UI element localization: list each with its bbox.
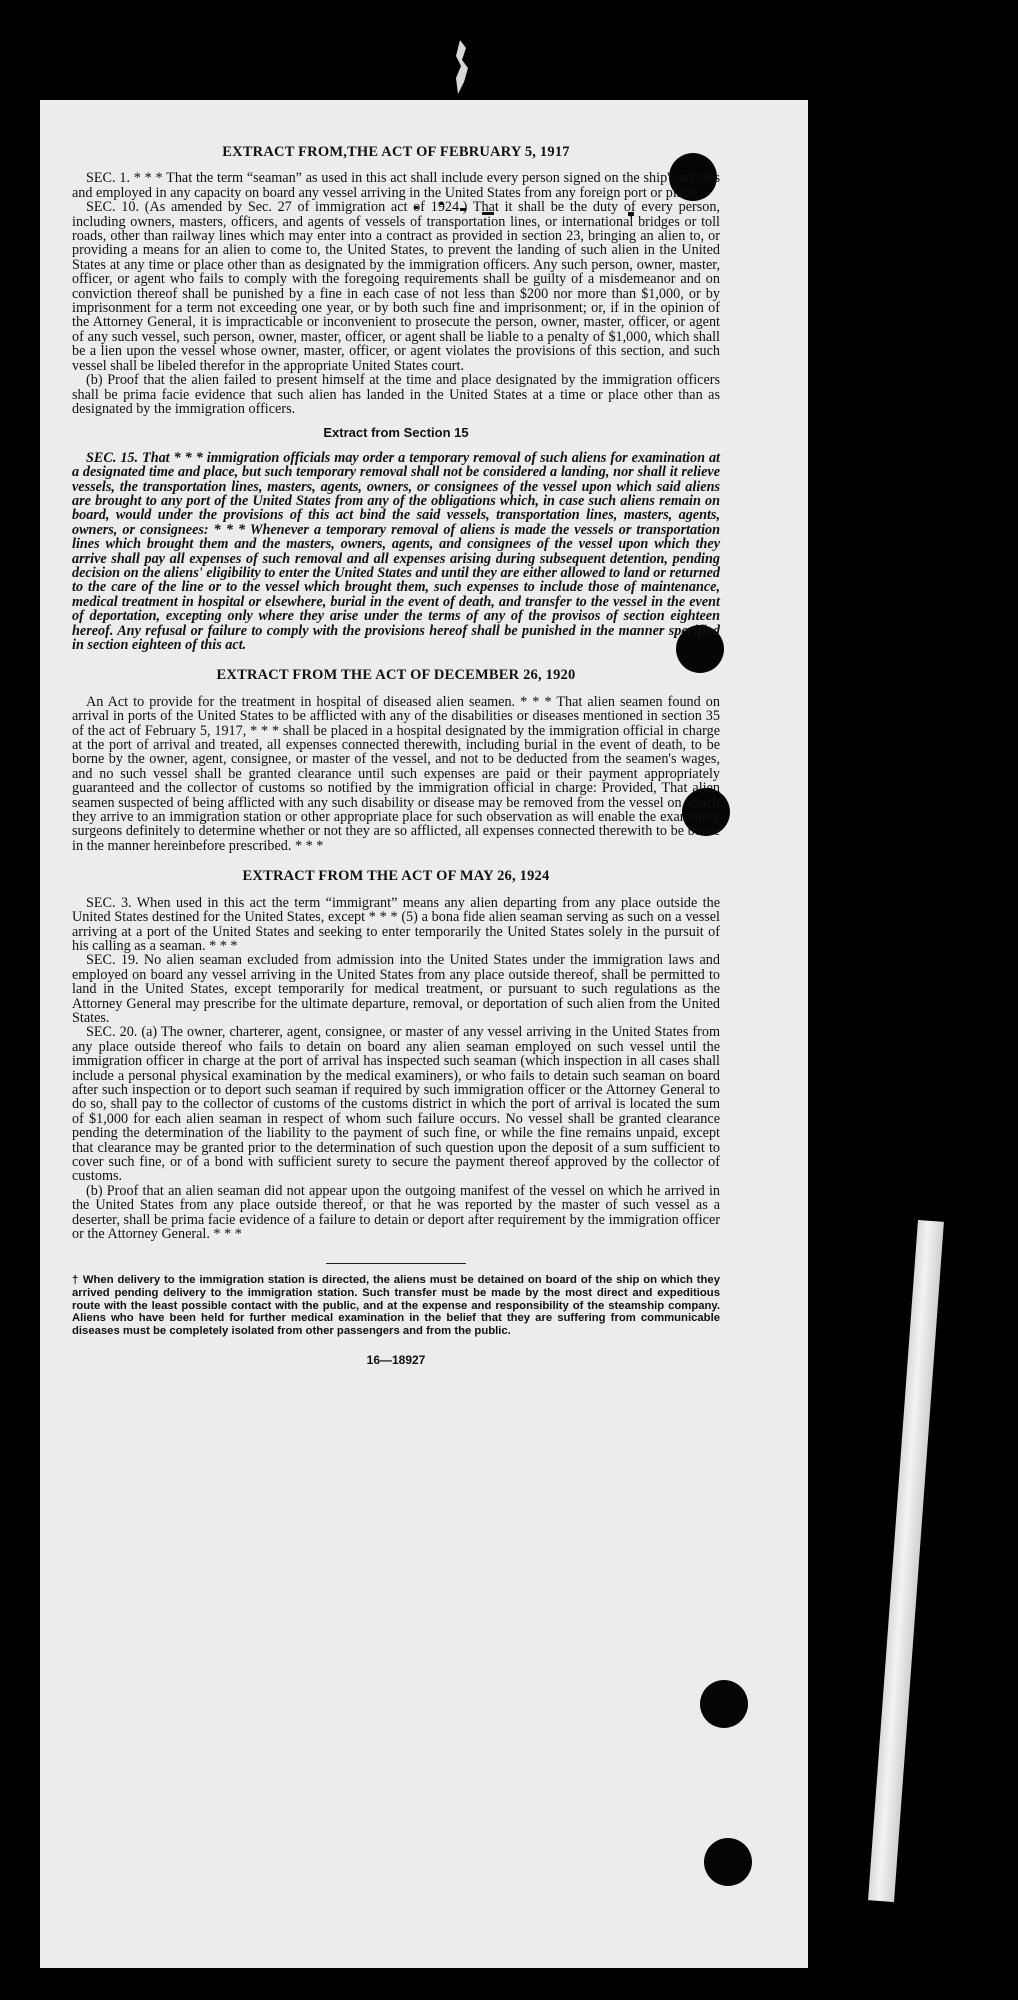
paragraph: SEC. 1. * * * That the term “seaman” as used in this act shall include every person signed on the ship's articles and employed in any capacity on board any vessel arriving in the United States from any foreign port or place. xyxy=(72,170,720,201)
form-number: 16—18927 xyxy=(366,1353,426,1368)
paper-edge-strip xyxy=(868,1220,944,1902)
footnote: † When delivery to the immigration station is directed, the aliens must be detained on board of the ship on which they arrived pending delivery to the immigration station. Such transfer must be made by the most direct and expeditious route with the least possible contact with the public, and at the expense and responsibility of the steamship company. Aliens who have been held for further medical examination in the belief that they are suffering from communicable diseases must be completely isolated from other passengers and from the public. xyxy=(72,1274,720,1337)
section-body xyxy=(72,451,720,653)
paragraph: SEC. 10. (As amended by Sec. 27 of immigration act of 1924.) That it shall be the duty of every person, including owners, masters, officers, and agents of vessels of transportation lines, or international bridges or toll roads, other than railway lines which may enter into a contract as provided in section 23, bringing an alien to, or providing a means for an alien to come to, the United States, to prevent the landing of such alien in the United States at any time or place other than as designated by the immigration officers. Any such person, owner, master, officer, or agent who fails to comply with the foregoing requirements shall be guilty of a misdemeanor and on conviction thereof shall be punished by a fine in each case of not less than $200 nor more than $1,000, or by imprisonment for a term not exceeding one year, or by both such fine and imprisonment; or, if in the opinion of the Attorney General, it is impracticable or inconvenient to prosecute the person, owner, master, officer, or agent of any such vessel, such person, owner, master, officer, or agent shall be liable to a penalty of $1,000, which shall be a lien upon the vessel whose owner, master, officer, or agent violates the provisions of this section, and such vessel shall be libeled therefor in the appropriate United States court. xyxy=(72,199,720,374)
paragraph: SEC. 3. When used in this act the term “immigrant” means any alien departing from any place outside the United States destined for the United States, except * * * (5) a bona fide alien seaman serving as such on a vessel arriving at a port of the United States and seeking to enter temporarily the United States solely in the pursuit of his calling as a seaman. * * * xyxy=(72,894,720,954)
section-body xyxy=(72,171,720,416)
paragraph: (b) Proof that an alien seaman did not appear upon the outgoing manifest of the vessel on which he arrived in the United States from any place outside thereof, or that he was reported by the master of such vessel as a deserter, shall be prima facie evidence of a failure to detain or deport after requirement by the immigration officer or the Attorney General. * * * xyxy=(72,1182,720,1243)
punch-hole xyxy=(704,1838,752,1886)
footnote-divider xyxy=(326,1263,466,1264)
section-heading: EXTRACT FROM THE ACT OF DECEMBER 26, 1920 xyxy=(216,667,576,684)
paragraph: An Act to provide for the treatment in hospital of diseased alien seamen. * * * That alien seamen found on arrival in ports of the United States to be afflicted with any of the disabilities or diseases mentioned in section 35 of the act of February 5, 1917, * * * shall be placed in a hospital designated by the immigration official in charge at the port of arrival and treated, all expenses connected therewith, including burial in the event of death, to be borne by the owner, agent, consignee, or master of the vessel, and not to be deducted from the seamen's wages, and no such vessel shall be granted clearance until such expenses are paid or their payment appropriately guaranteed and the collector of customs so notified by the immigration official in charge: Provided, That alien seamen suspected of being afflicted with any such disability or disease may be removed from the vessel on which they arrive to an immigration station or other appropriate place for such observation as will enable the examining surgeons definitely to determine whether or not they are so afflicted, all expenses connected therewith to be borne in the manner hereinbefore prescribed. * * * xyxy=(72,693,720,854)
punch-hole xyxy=(700,1680,748,1728)
document-text xyxy=(72,145,720,1368)
section-body xyxy=(72,695,720,853)
paragraph: (b) Proof that the alien failed to present himself at the time and place designated by the immigration officers shall be prima facie evidence that such alien has landed in the United States at a time or place other than as designated by the immigration officers. xyxy=(72,372,720,417)
section-subheading: Extract from Section 15 xyxy=(323,425,469,441)
paragraph: SEC. 15. That * * * immigration officials may order a temporary removal of such aliens for examination at a designated time and place, but such temporary removal shall not be considered a landing, nor shall it relieve vessels, the transportation lines, masters, agents, owners, or consignees of the vessel upon which said aliens are brought to any port of the United States from any of the obligations which, in case such aliens remain on board, would under the provisions of this act bind the said vessels, transportation lines, masters, agents, owners, or consignees: * * * Whenever a temporary removal of aliens is made the vessels or transportation lines which brought them and the masters, owners, agents, and consignees of the vessel upon which they arrive shall pay all expenses of such removal and all expenses arising during subsequent detention, pending decision on the aliens' eligibility to enter the United States and until they are either allowed to land or returned to the care of the line or to the vessel which brought them, such expenses to include those of maintenance, medical treatment in hospital or elsewhere, burial in the event of death, and transfer to the vessel in the event of deportation, excepting only where they arise under the terms of any of the provisos of section eighteen hereof. Any refusal or failure to comply with the provisions hereof shall be punished in the manner specified in section eighteen of this act. xyxy=(72,449,720,653)
section-heading: EXTRACT FROM THE ACT OF MAY 26, 1924 xyxy=(242,868,550,885)
paragraph: SEC. 20. (a) The owner, charterer, agent, consignee, or master of any vessel arriving in the United States from any place outside thereof who fails to detain on board any alien seaman employed on such vessel until the immigration officer in charge at the port of arrival has inspected such seaman (which inspection in all cases shall include a personal physical examination by the medical examiners), or who fails to detain such seaman on board after such inspection or to deport such seaman if required by such immigration officer or the Attorney General to do so, shall pay to the collector of customs of the customs district in which the port of arrival is located the sum of $1,000 for each alien seaman in respect of whom such failure occurs. No vessel shall be granted clearance pending the determination of the liability to the payment of such fine, or while the fine remains unpaid, except that clearance may be granted prior to the determination of such question upon the deposit of a sum sufficient to cover such fine, or of a bond with sufficient surety to secure the payment thereof approved by the collector of customs. xyxy=(72,1024,720,1185)
paper-clip-tag xyxy=(452,38,472,96)
section-heading: EXTRACT FROM,THE ACT OF FEBRUARY 5, 1917 xyxy=(222,144,570,160)
section-body xyxy=(72,896,720,1242)
paragraph: SEC. 19. No alien seaman excluded from admission into the United States under the immigration laws and employed on board any vessel arriving in the United States from any place outside thereof, shall be permitted to land in the United States, except temporarily for medical treatment, or pursuant to such regulations as the Attorney General may prescribe for the ultimate departure, removal, or deportation of such alien from the United States. xyxy=(72,952,720,1026)
